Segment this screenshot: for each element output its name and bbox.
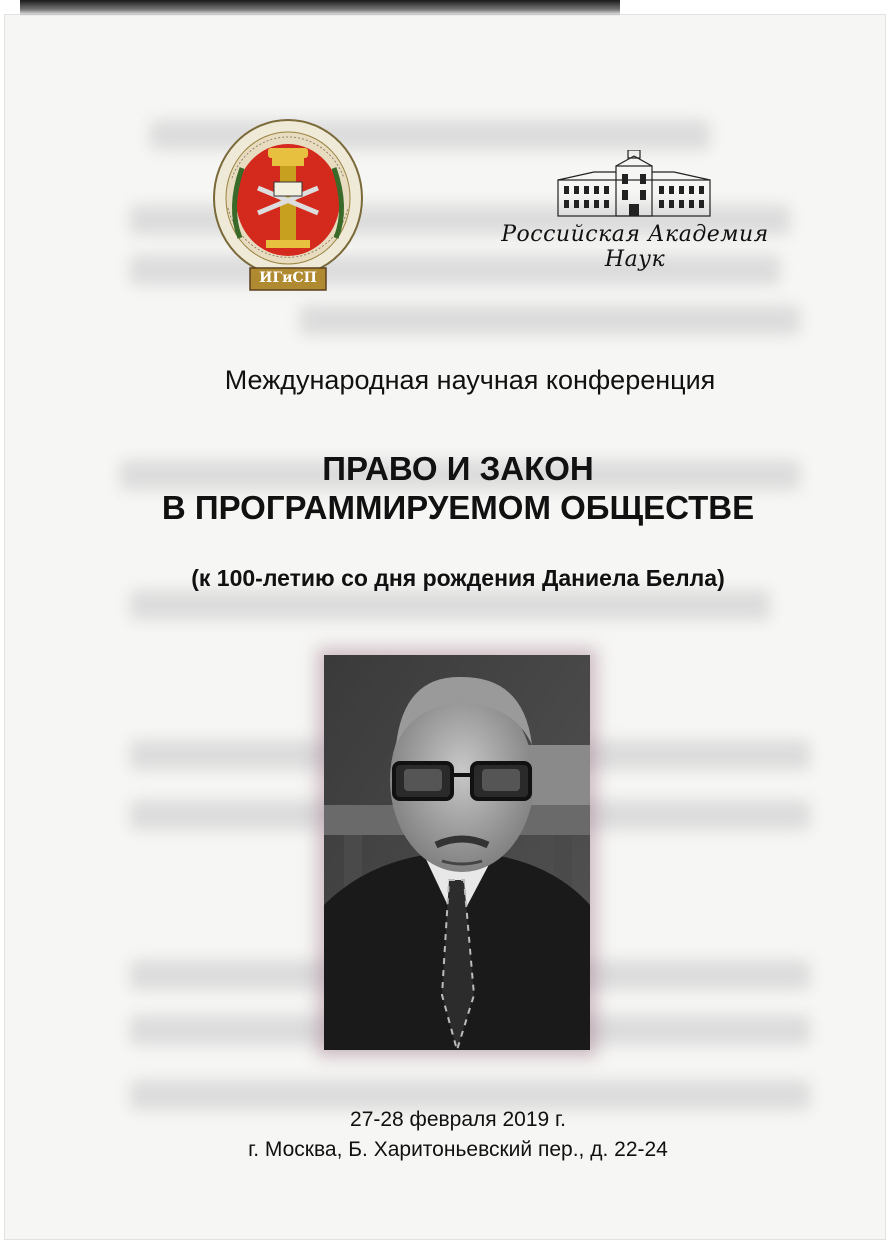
ras-logo-text: Российская Академия Наук — [501, 222, 769, 272]
ras-logo — [470, 150, 800, 270]
emblem-label: ИГиСП — [259, 270, 317, 286]
conference-subtitle: (к 100-летию со дня рождения Даниела Белла) — [191, 565, 725, 591]
ras-building-icon — [554, 150, 714, 220]
scan-edge-shadow — [20, 0, 620, 16]
event-dates: 27-28 февраля 2019 г. — [350, 1108, 566, 1131]
conference-title-line-2: В ПРОГРАММИРУЕМОМ ОБЩЕСТВЕ — [161, 489, 755, 526]
event-location: г. Москва, Б. Харитоньевский пер., д. 22-24 — [248, 1138, 668, 1161]
institute-emblem — [208, 118, 368, 296]
conference-type: Международная научная конференция — [224, 365, 716, 395]
conference-title-line-1: ПРАВО И ЗАКОН — [322, 450, 594, 487]
portrait-photo — [324, 655, 590, 1050]
